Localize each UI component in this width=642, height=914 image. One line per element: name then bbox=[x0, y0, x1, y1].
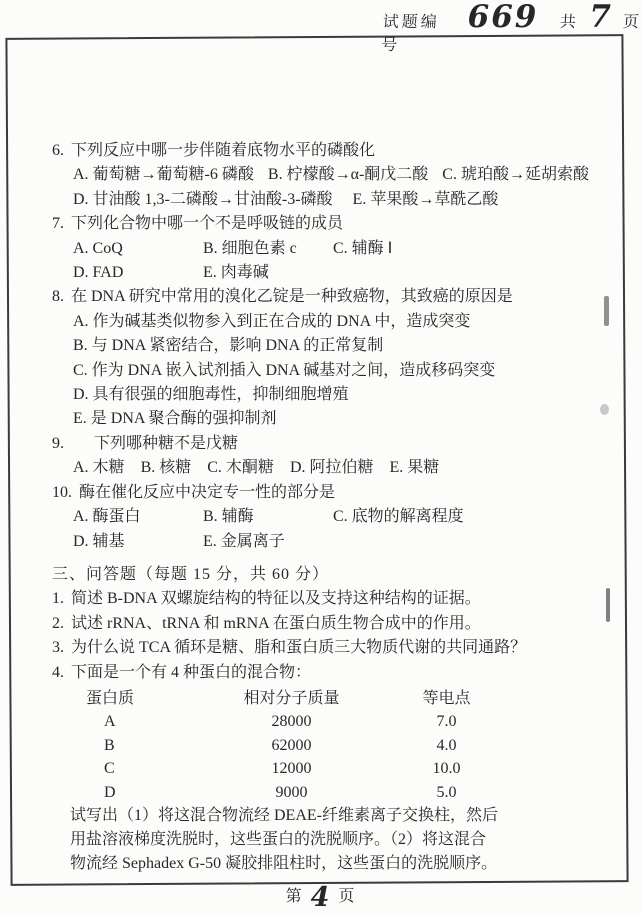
total-pages-suffix: 页 bbox=[622, 14, 642, 31]
question-10 bbox=[52, 481, 608, 554]
table-cell: 10.0 bbox=[432, 760, 461, 778]
table-cell: A bbox=[104, 713, 116, 731]
question-number: 3. bbox=[52, 639, 64, 657]
question-9 bbox=[52, 432, 608, 481]
option: B. 柠檬酸→α-酮戊二酸 bbox=[267, 166, 429, 184]
option: D. FAD bbox=[73, 264, 124, 282]
option: B. 与 DNA 紧密结合，影响 DNA 的正常复制 bbox=[73, 337, 384, 355]
essay-question-3 bbox=[52, 636, 608, 660]
table-cell: B bbox=[104, 736, 115, 754]
option: C. 琥珀酸→延胡索酸 bbox=[442, 166, 589, 184]
option: E. 金属离子 bbox=[203, 532, 285, 550]
essay-question-1 bbox=[52, 587, 608, 611]
question-text: 为什么说 TCA 循环是糖、脂和蛋白质三大物质代谢的共同通路？ bbox=[71, 639, 527, 657]
question-number: 1. bbox=[52, 590, 64, 608]
handwritten-paper-number: 669 bbox=[467, 0, 539, 35]
section-title: 三、问答题（每题 15 分，共 60 分） bbox=[52, 565, 330, 583]
option: C. 作为 DNA 嵌入试剂插入 DNA 碱基对之间，造成移码突变 bbox=[73, 361, 496, 379]
question-text: 下面是一个有 4 种蛋白的混合物： bbox=[71, 663, 312, 681]
option: A. CoQ bbox=[73, 239, 123, 257]
question-number: 6. bbox=[52, 142, 64, 159]
table-header-molecular-mass: 相对分子质量 bbox=[243, 689, 340, 707]
question-number: 10. bbox=[52, 483, 72, 501]
option: C. 辅酶 Ⅰ bbox=[333, 239, 393, 257]
total-pages-prefix: 共 bbox=[559, 14, 580, 31]
option: E. 苹果酸→草酰乙酸 bbox=[352, 190, 499, 208]
question-stem: 在 DNA 研究中常用的溴化乙锭是一种致癌物，其致癌的原因是 bbox=[71, 288, 513, 306]
table-header-isoelectric-point: 等电点 bbox=[422, 689, 471, 707]
table-cell: C bbox=[104, 760, 115, 778]
option: A. 作为碱基类似物参入到正在合成的 DNA 中，造成突变 bbox=[73, 312, 471, 330]
instruction-line: 物流经 Sephadex G-50 凝胶排阻柱时，这些蛋白的洗脱顺序。 bbox=[70, 855, 498, 873]
option: A. 葡萄糖→葡萄糖-6 磷酸 bbox=[73, 166, 254, 184]
question-4-instructions bbox=[70, 804, 608, 875]
table-cell: 28000 bbox=[271, 713, 312, 731]
question-stem: 下列化合物中哪一个不是呼吸链的成员 bbox=[71, 215, 344, 233]
option: C. 底物的解离程度 bbox=[333, 508, 464, 526]
question-number: 4. bbox=[52, 663, 64, 681]
option: B. 辅酶 bbox=[203, 508, 254, 526]
option: B. 核糖 bbox=[140, 459, 192, 477]
table-cell: 4.0 bbox=[436, 736, 457, 754]
question-stem: 下列哪种糖不是戊糖 bbox=[94, 434, 239, 452]
footer-prefix: 第 bbox=[285, 888, 304, 905]
option: D. 辅基 bbox=[73, 532, 125, 550]
question-text: 试述 rRNA、tRNA 和 mRNA 在蛋白质生物合成中的作用。 bbox=[71, 614, 481, 632]
instruction-line: 用盐溶液梯度洗脱时，这些蛋白的洗脱顺序。（2）将这混合 bbox=[70, 831, 487, 849]
option: D. 具有很强的细胞毒性，抑制细胞增殖 bbox=[73, 386, 349, 404]
question-number: 9. bbox=[52, 434, 64, 452]
question-number: 2. bbox=[52, 614, 64, 632]
instruction-line: 试写出（1）将这混合物流经 DEAE-纤维素离子交换柱，然后 bbox=[70, 807, 498, 825]
option: A. 酶蛋白 bbox=[73, 508, 141, 526]
table-cell: 9000 bbox=[275, 783, 308, 801]
handwritten-page-number: 4 bbox=[310, 882, 332, 913]
option: D. 甘油酸 1,3-二磷酸→甘油酸-3-磷酸 bbox=[73, 190, 333, 208]
option: E. 果糖 bbox=[389, 459, 440, 477]
question-8 bbox=[52, 285, 608, 431]
option: D. 阿拉伯糖 bbox=[289, 459, 374, 477]
table-cell: 12000 bbox=[271, 760, 312, 778]
question-number: 8. bbox=[52, 288, 64, 306]
question-6 bbox=[52, 139, 608, 212]
question-stem: 下列反应中哪一步伴随着底物水平的磷酸化 bbox=[71, 142, 376, 159]
question-text: 简述 B-DNA 双螺旋结构的特征以及支持这种结构的证据。 bbox=[71, 590, 481, 608]
table-cell: 62000 bbox=[271, 736, 312, 754]
table-cell: D bbox=[104, 783, 116, 801]
option: E. 肉毒碱 bbox=[203, 264, 269, 282]
protein-table bbox=[64, 687, 608, 805]
page-footer bbox=[0, 883, 642, 911]
essay-question-2 bbox=[52, 612, 608, 636]
paper-number-label: 试题编号 bbox=[380, 14, 441, 54]
option: A. 木糖 bbox=[73, 459, 125, 477]
table-cell: 5.0 bbox=[436, 783, 457, 801]
handwritten-total-pages: 7 bbox=[589, 0, 613, 35]
question-number: 7. bbox=[52, 215, 64, 233]
option: C. 木酮糖 bbox=[207, 459, 274, 477]
question-stem: 酶在催化反应中决定专一性的部分是 bbox=[79, 483, 336, 501]
question-7 bbox=[52, 212, 608, 285]
option: E. 是 DNA 聚合酶的强抑制剂 bbox=[73, 410, 277, 428]
essay-question-4 bbox=[52, 661, 608, 685]
exam-content bbox=[52, 139, 608, 876]
footer-suffix: 页 bbox=[338, 888, 357, 905]
option: B. 细胞色素 c bbox=[203, 239, 297, 257]
table-cell: 7.0 bbox=[436, 713, 457, 731]
table-header-protein: 蛋白质 bbox=[86, 689, 135, 707]
